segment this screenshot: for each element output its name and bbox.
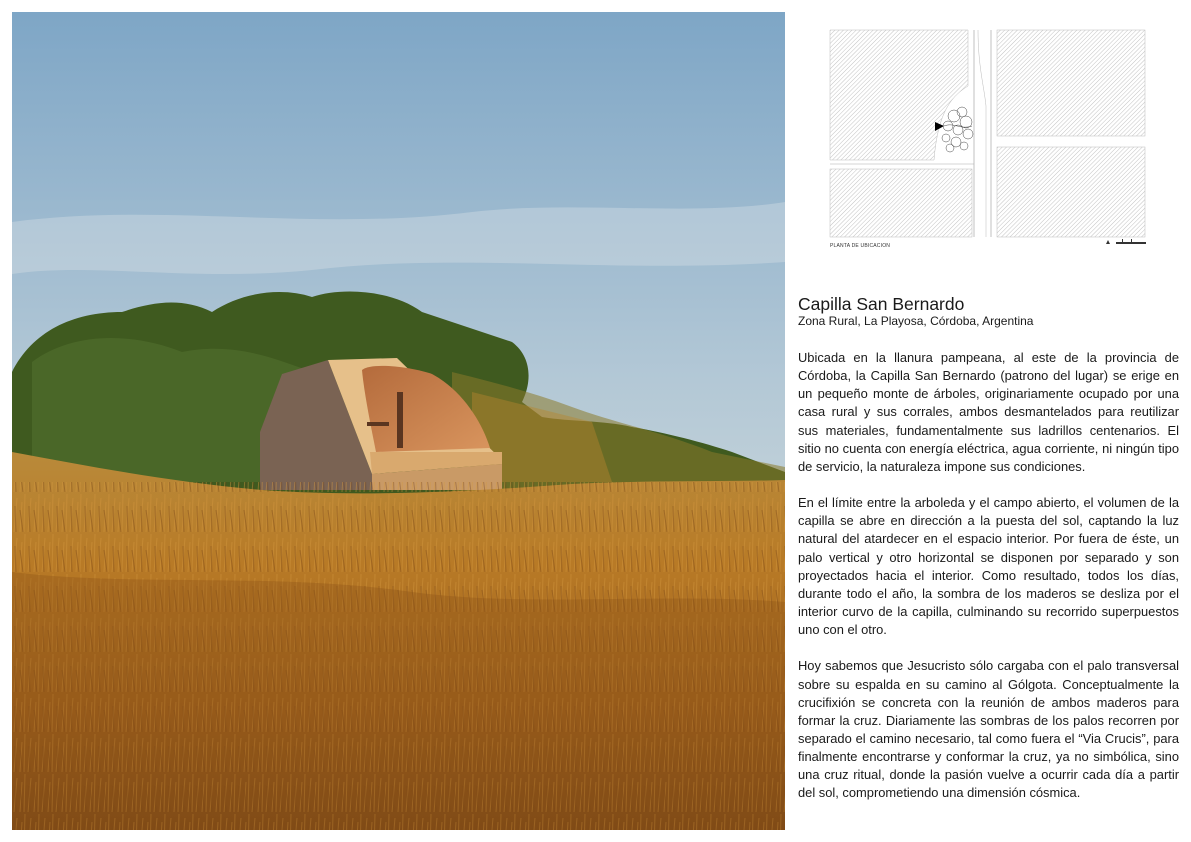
project-location: Zona Rural, La Playosa, Córdoba, Argentina: [798, 314, 1034, 328]
paragraph-3: Hoy sabemos que Jesucristo sólo cargaba con el palo transversal sobre su espalda en su camino al Gólgota. Conceptualmente la crucifixión se concreta con la reunión de ambos maderos para formar la cruz. Diariamente las sombras de los palos recorren por separado el camino necesario, tal como fuera el “Via Crucis”, para finalmente encontrarse y conformar la cruz, ya no simbólica, sino una cruz ritual, donde la pasión vuelve a ocurrir cada día a partir del sol, comprometiendo una dimensión cósmica.: [798, 658, 1179, 801]
project-title: Capilla San Bernardo: [798, 294, 965, 314]
paragraph-2: En el límite entre la arboleda y el campo abierto, el volumen de la capilla se abre en dirección a la puesta del sol, captando la luz natural del atardecer en el espacio interior. Por fuera de éste, un palo vertical y otro horizontal se disponen por separado y son proyectados hacia el interior. Como resultado, todos los días, durante todo el año, la sombra de los maderos se desliza por el interior curvo de la capilla, culminando su recorrido superpuestos uno con el otro.: [798, 495, 1179, 638]
description-block: [798, 294, 1179, 803]
site-plan: [826, 26, 1148, 254]
chapel-photo: [12, 12, 785, 830]
site-plan-label: PLANTA DE UBICACION: [830, 243, 891, 249]
paragraph-1: Ubicada en la llanura pampeana, al este de la provincia de Córdoba, la Capilla San Bernardo (patrono del lugar) se erige en un pequeño monte de árboles, originariamente ocupado por una casa rural y sus corrales, ambos desmantelados para reutilizar sus materiales, fundamentalmente sus ladrillos centenarios. El sitio no cuenta con energía eléctrica, agua corriente, ni ningún tipo de servicio, la naturaleza impone sus condiciones.: [798, 350, 1179, 474]
